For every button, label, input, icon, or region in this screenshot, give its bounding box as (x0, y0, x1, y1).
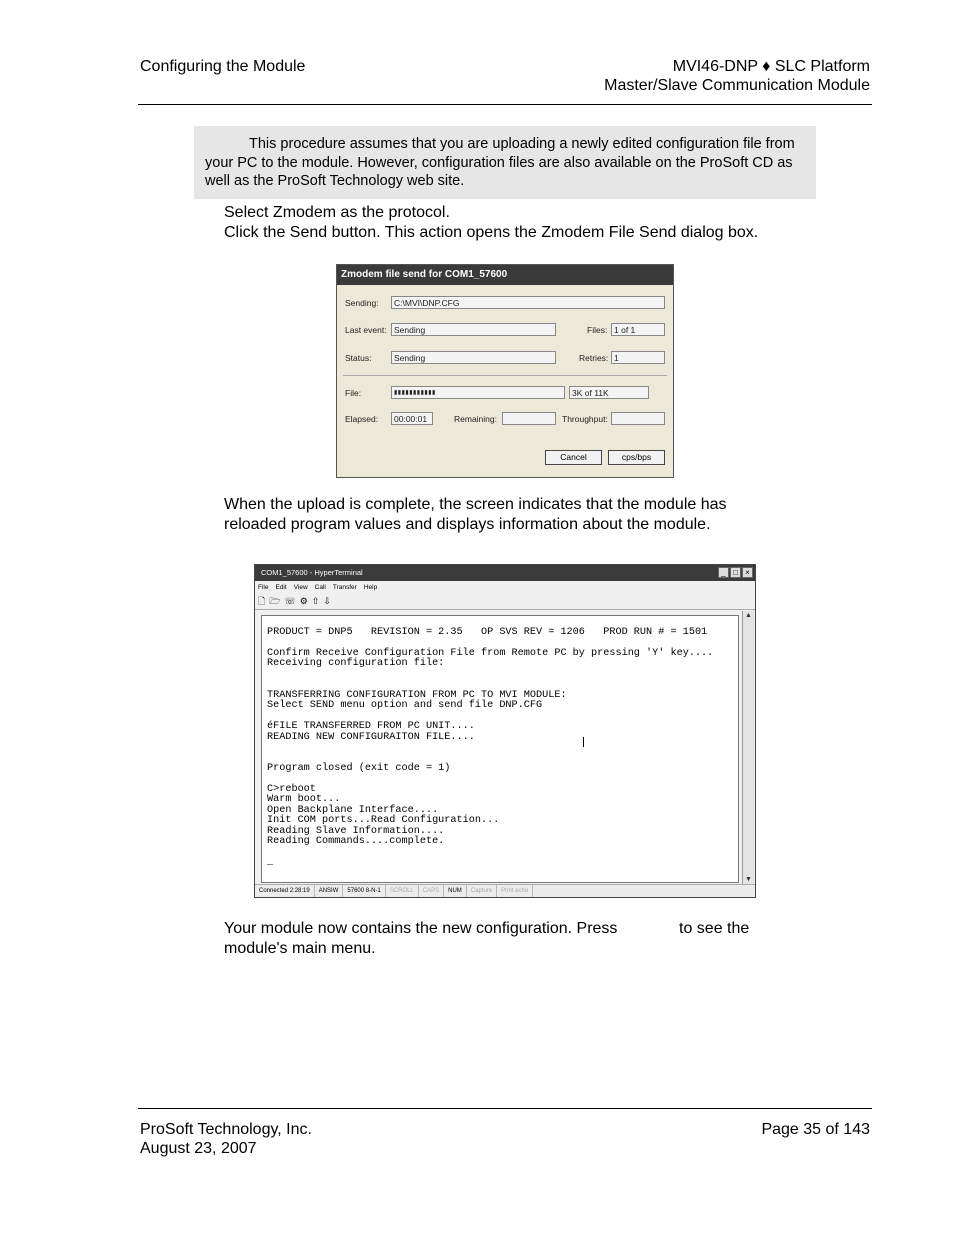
receive-icon[interactable]: ⇩ (323, 596, 331, 606)
footer-company: ProSoft Technology, Inc. (140, 1121, 312, 1138)
status-scroll: SCROLL (386, 885, 419, 897)
status-emulation: ANSIW (315, 885, 344, 897)
note-box (194, 126, 816, 199)
elapsed-field: 00:00:01 (391, 412, 433, 425)
text-cursor (583, 737, 584, 747)
last-event-field: Sending (391, 323, 556, 336)
hyperterminal-window (254, 564, 756, 898)
retries-field: 1 (611, 351, 665, 364)
status-label: Status: (345, 353, 372, 363)
elapsed-label: Elapsed: (345, 414, 379, 424)
window-controls (718, 567, 753, 578)
status-field: Sending (391, 351, 556, 364)
remaining-field (502, 412, 556, 425)
final-paragraph-part1: Your module now contains the new configuration. Press (224, 920, 618, 937)
vertical-scrollbar[interactable] (742, 611, 754, 885)
upload-complete-paragraph: When the upload is complete, the screen indicates that the module has reloaded program values and displays information about the module. (224, 496, 727, 533)
dialog-title: Zmodem file send for COM1_57600 (337, 265, 673, 285)
status-print-echo: Print echo (497, 885, 533, 897)
hyperterminal-toolbar (255, 594, 755, 610)
maximize-icon[interactable]: □ (730, 567, 741, 578)
minimize-icon[interactable]: _ (718, 567, 729, 578)
status-port: 57600 8-N-1 (343, 885, 385, 897)
final-paragraph-part2: to see the (679, 920, 750, 937)
hyperterminal-title: COM1_57600 - HyperTerminal (255, 565, 755, 581)
note-text: This procedure assumes that you are uploading a newly edited configuration file from your PC to the module. However, configuration files are also available on the ProSoft CD as well as the ProSoft Technology web site. (205, 136, 795, 189)
remaining-label: Remaining: (454, 414, 497, 424)
header-subtitle: Master/Slave Communication Module (604, 77, 870, 94)
sending-label: Sending: (345, 298, 379, 308)
menu-help[interactable]: Help (363, 584, 378, 591)
disconnect-icon[interactable]: ☏ (284, 596, 296, 606)
header-rule (138, 104, 872, 105)
close-icon[interactable]: × (742, 567, 753, 578)
footer-page-number: Page 35 of 143 (761, 1121, 870, 1138)
throughput-field (611, 412, 665, 425)
status-caps: CAPS (419, 885, 444, 897)
menu-transfer[interactable]: Transfer (332, 584, 357, 591)
last-event-label: Last event: (345, 325, 387, 335)
header-product: MVI46-DNP ♦ SLC Platform (672, 58, 870, 75)
file-size-field: 3K of 11K (569, 386, 649, 399)
file-label: File: (345, 388, 362, 398)
final-paragraph-part3: module's main menu. (224, 940, 376, 957)
step-click-send: Click the Send button. This action opens the Zmodem File Send dialog box. (224, 224, 759, 241)
menu-call[interactable]: Call (314, 584, 326, 591)
scroll-down-icon[interactable]: ▼ (745, 876, 752, 883)
status-bar (255, 884, 755, 897)
retries-label: Retries: (579, 353, 609, 363)
status-capture: Capture (467, 885, 497, 897)
terminal-output: PRODUCT = DNP5 REVISION = 2.35 OP SVS REV = 1206 PROD RUN # = 1501 Confirm Receive Configuration File from Remote PC by pressing 'Y' key.... Receiving configuration file: TRANSFERRING CONFIGURATION FROM PC TO MVI MODULE: Select SEND menu option and send file DNP.CFG éFILE TRANSFERRED FROM PC UNIT.... READING NEW CONFIGURAITON FILE.... Program closed (exit code = 1) C>reboot Warm boot... Open Backplane Interface.... Init COM ports...Read Configuration... Reading Slave Information.... Reading Commands....complete. _ (267, 627, 714, 868)
send-icon[interactable]: ⇧ (311, 596, 320, 606)
sending-field: C:\MVI\DNP.CFG (391, 296, 665, 309)
open-icon[interactable]: 🗁 (269, 596, 281, 606)
status-connected: Connected 2:28:19 (255, 885, 315, 897)
hyperterminal-menu (255, 582, 755, 594)
properties-icon[interactable]: ⚙ (299, 596, 308, 606)
files-label: Files: (587, 325, 608, 335)
step-select-zmodem: Select Zmodem as the protocol. (224, 204, 450, 221)
menu-edit[interactable]: Edit (275, 584, 287, 591)
menu-view[interactable]: View (293, 584, 308, 591)
terminal-screen[interactable] (261, 615, 739, 883)
files-field: 1 of 1 (611, 323, 665, 336)
file-progress-bar: ▮▮▮▮▮▮▮▮▮▮▮ (391, 386, 565, 399)
dialog-separator (343, 375, 667, 376)
new-icon[interactable]: 🗋 (258, 596, 266, 606)
menu-file[interactable]: File (258, 584, 269, 591)
cps-bps-button[interactable]: cps/bps (608, 450, 665, 465)
zmodem-dialog (336, 264, 674, 478)
header-section: Configuring the Module (140, 58, 306, 75)
footer-rule (138, 1108, 872, 1109)
cancel-button[interactable]: Cancel (545, 450, 602, 465)
scroll-up-icon[interactable]: ▲ (745, 612, 752, 619)
footer-date: August 23, 2007 (140, 1140, 257, 1157)
status-num: NUM (444, 885, 467, 897)
throughput-label: Throughput: (562, 414, 608, 424)
